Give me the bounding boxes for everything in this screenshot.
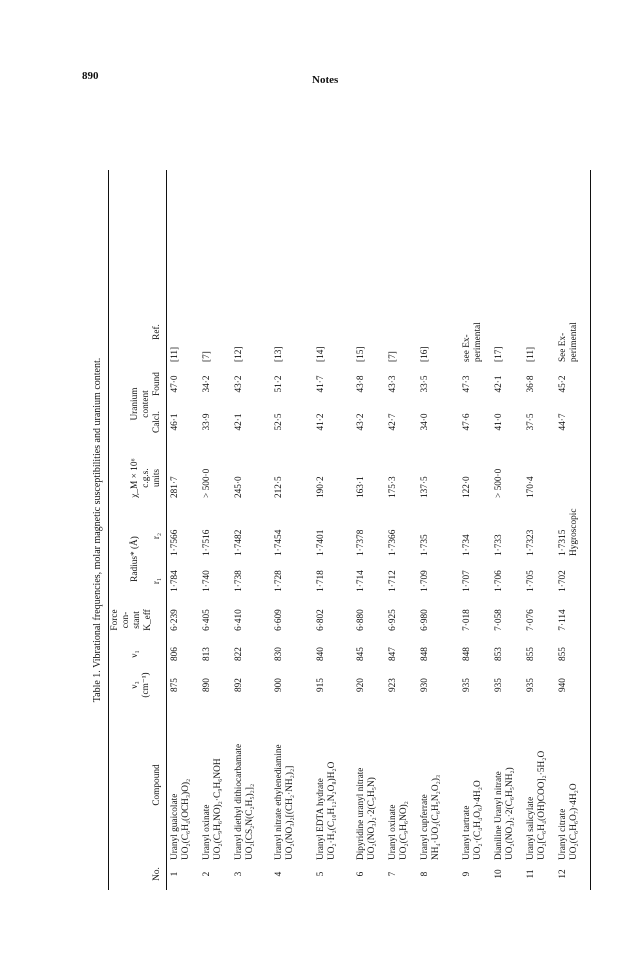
cell-r1: 1·784 bbox=[170, 570, 180, 592]
cell-calc: 47·6 bbox=[462, 413, 472, 431]
cell-v3: 930 bbox=[420, 678, 430, 692]
cell-compound bbox=[274, 710, 296, 860]
compound-name: Uranyl nitrate ethylenediamine bbox=[274, 744, 284, 860]
cell-no: 3 bbox=[234, 871, 244, 877]
cell-chi: 245·0 bbox=[234, 476, 244, 498]
compound-formula: UO₂(C₆H₄(OCH₃)O)₂ bbox=[181, 778, 192, 860]
header-found: Found bbox=[152, 372, 162, 396]
cell-r2: 1·7366 bbox=[388, 529, 398, 556]
cell-v3: 900 bbox=[274, 678, 284, 692]
cell-r2: 1·734 bbox=[462, 534, 472, 556]
cell-k: 6·239 bbox=[170, 609, 180, 631]
cell-ref: [15] bbox=[356, 346, 366, 362]
cell-v1: 813 bbox=[202, 647, 212, 661]
cell-k: 6·880 bbox=[356, 609, 366, 631]
cell-r1: 1·714 bbox=[356, 570, 366, 592]
cell-v1: 853 bbox=[494, 647, 504, 661]
cell-r1: 1·738 bbox=[234, 570, 244, 592]
cell-ref: [13] bbox=[274, 346, 284, 362]
cell-chi: 175·3 bbox=[388, 476, 398, 498]
cell-calc: 52·5 bbox=[274, 413, 284, 431]
header-no: No. bbox=[152, 867, 162, 881]
compound-name: Uranyl tartrate bbox=[462, 805, 472, 860]
cell-v1: 806 bbox=[170, 647, 180, 661]
cell-r1: 1·707 bbox=[462, 570, 472, 592]
compound-formula: UO₂(NO₃)₂·2(C₅H₅N) bbox=[367, 777, 378, 860]
cell-no: 8 bbox=[420, 871, 430, 877]
cell-k: 7·058 bbox=[494, 609, 504, 631]
cell-v3: 935 bbox=[526, 678, 536, 692]
cell-r1: 1·740 bbox=[202, 570, 212, 592]
cell-ref: [11] bbox=[526, 346, 536, 362]
cell-r1: 1·705 bbox=[526, 570, 536, 592]
cell-v1: 822 bbox=[234, 647, 244, 661]
cell-r1: 1·718 bbox=[316, 570, 326, 592]
cell-found: 51·2 bbox=[274, 375, 284, 393]
cell-calc: 41·2 bbox=[316, 413, 326, 431]
cell-no: 7 bbox=[388, 871, 398, 877]
cell-v1: 848 bbox=[420, 647, 430, 661]
compound-formula: UO₂·(C₄H₄O₆)·4H₂O bbox=[473, 780, 484, 860]
cell-found: 43·3 bbox=[388, 375, 398, 393]
cell-ref: [16] bbox=[420, 346, 430, 362]
cell-r2: 1·7378 bbox=[356, 529, 366, 556]
cell-v1: 855 bbox=[558, 647, 568, 661]
cell-no: 2 bbox=[202, 871, 212, 877]
header-uranium-content: Uranium content bbox=[130, 387, 152, 421]
compound-name: Uranyl oxinate bbox=[388, 804, 398, 860]
rotated-table bbox=[90, 170, 580, 890]
compound-name: Uranyl guaicolate bbox=[170, 793, 180, 860]
header-calcd: Calcl. bbox=[152, 411, 162, 433]
bottom-rule bbox=[590, 170, 591, 890]
cell-calc: 41·0 bbox=[494, 413, 504, 431]
cell-chi: 137·5 bbox=[420, 476, 430, 498]
compound-name: Uranyl diethyl dithiocarbamate bbox=[234, 743, 244, 860]
cell-v1: 848 bbox=[462, 647, 472, 661]
compound-name: Uranyl salicylate bbox=[526, 796, 536, 860]
cell-found: 47·0 bbox=[170, 375, 180, 393]
cell-v3: 935 bbox=[494, 678, 504, 692]
compound-name: Uranyl EDTA hydrate bbox=[316, 778, 326, 860]
cell-v1: 830 bbox=[274, 647, 284, 661]
cell-chi: > 500·0 bbox=[494, 468, 504, 498]
cell-chi: 170·4 bbox=[526, 476, 536, 498]
cell-r2: 1·735 bbox=[420, 534, 430, 556]
cell-calc: 46·1 bbox=[170, 413, 180, 431]
cell-no: 5 bbox=[316, 871, 326, 877]
cell-v3: 892 bbox=[234, 678, 244, 692]
cell-r2: 1·7454 bbox=[274, 529, 284, 556]
cell-compound bbox=[356, 710, 378, 860]
header-rule bbox=[166, 170, 167, 890]
cell-ref: [7] bbox=[202, 351, 212, 362]
cell-k: 6·802 bbox=[316, 609, 326, 631]
cell-ref: [7] bbox=[388, 351, 398, 362]
cell-ref: See Ex- perimental bbox=[558, 322, 580, 362]
cell-v3: 923 bbox=[388, 678, 398, 692]
header-force-constant: Force con- stant K_eff bbox=[110, 609, 154, 631]
cell-found: 33·5 bbox=[420, 375, 430, 393]
cell-found: 36·8 bbox=[526, 375, 536, 393]
cell-calc: 42·1 bbox=[234, 413, 244, 431]
cell-found: 42·1 bbox=[494, 375, 504, 393]
running-head: Notes bbox=[312, 74, 339, 86]
cell-v3: 875 bbox=[170, 678, 180, 692]
cell-chi: 212·5 bbox=[274, 476, 284, 498]
header-compound: Compound bbox=[152, 764, 162, 806]
compound-name: Uranyl citrate bbox=[558, 808, 568, 860]
cell-compound bbox=[388, 710, 410, 860]
cell-no: 9 bbox=[462, 871, 472, 877]
cell-chi: 122·0 bbox=[462, 476, 472, 498]
cell-calc: 44·7 bbox=[558, 413, 568, 431]
cell-k: 7·076 bbox=[526, 609, 536, 631]
cell-found: 47·3 bbox=[462, 375, 472, 393]
header-ref: Ref. bbox=[152, 324, 162, 340]
cell-k: 7·018 bbox=[462, 609, 472, 631]
compound-name: Uranyl oxinate bbox=[202, 804, 212, 860]
compound-name: Dianiline Uranyl nitrate bbox=[494, 771, 504, 860]
cell-calc: 43·2 bbox=[356, 413, 366, 431]
cell-compound bbox=[316, 710, 338, 860]
cell-v1: 855 bbox=[526, 647, 536, 661]
cell-r2: 1·7401 bbox=[316, 529, 326, 556]
cell-k: 6·925 bbox=[388, 609, 398, 631]
cell-v1: 847 bbox=[388, 647, 398, 661]
cell-no: 6 bbox=[356, 871, 366, 877]
cell-found: 43·8 bbox=[356, 375, 366, 393]
cell-compound bbox=[494, 710, 516, 860]
compound-formula: UO₂·H₂(C₁₀H₁₂N₂O₈)H₂O bbox=[327, 761, 338, 860]
cell-found: 34·2 bbox=[202, 375, 212, 393]
cell-k: 6·405 bbox=[202, 609, 212, 631]
cell-r2: 1·733 bbox=[494, 534, 504, 556]
cell-k: 6·410 bbox=[234, 609, 244, 631]
cell-no: 1 bbox=[170, 871, 180, 877]
cell-r1: 1·702 bbox=[558, 570, 568, 592]
cell-compound bbox=[420, 710, 442, 860]
cell-calc: 34·0 bbox=[420, 413, 430, 431]
cell-no: 11 bbox=[526, 869, 536, 879]
cell-no: 4 bbox=[274, 871, 284, 877]
cell-r1: 1·712 bbox=[388, 570, 398, 592]
compound-formula: UO₂[C₆H₄(OH)COO]₂·5H₂O bbox=[537, 750, 548, 860]
page-number: 890 bbox=[82, 70, 99, 82]
cell-ref: [11] bbox=[170, 346, 180, 362]
cell-k: 7·114 bbox=[558, 609, 568, 631]
compound-name: Uranyl cupferrate bbox=[420, 794, 430, 860]
cell-r1: 1·728 bbox=[274, 570, 284, 592]
compound-formula: UO₂[CS₂N(C₂H₅)₂]₂ bbox=[245, 783, 256, 860]
cell-calc: 37·5 bbox=[526, 413, 536, 431]
cell-compound bbox=[558, 710, 580, 860]
cell-r1: 1·709 bbox=[420, 570, 430, 592]
top-rule bbox=[108, 170, 109, 890]
cell-ref: see Ex- perimental bbox=[462, 322, 484, 362]
cell-calc: 42·7 bbox=[388, 413, 398, 431]
compound-formula: UO₂(NO₃)₂·2(C₆H₅NH₂) bbox=[505, 767, 516, 860]
cell-compound bbox=[526, 710, 548, 860]
cell-v3: 920 bbox=[356, 678, 366, 692]
cell-r2: 1·7482 bbox=[234, 529, 244, 556]
compound-formula: UO₂(C₉H₆NO)₂·C₉H₆NOH bbox=[213, 758, 224, 860]
cell-no: 12 bbox=[558, 869, 568, 879]
cell-compound bbox=[462, 710, 484, 860]
cell-r2: 1·7566 bbox=[170, 529, 180, 556]
compound-formula: NH₄·UO₂(C₆H₅N₂O₂)₃ bbox=[431, 774, 442, 860]
cell-r2: 1·7323 bbox=[526, 529, 536, 556]
cell-found: 45·2 bbox=[558, 375, 568, 393]
cell-r2: 1·7516 bbox=[202, 529, 212, 556]
cell-v1: 845 bbox=[356, 647, 366, 661]
cell-k: 6·980 bbox=[420, 609, 430, 631]
cell-chi: > 500·0 bbox=[202, 468, 212, 498]
header-radius: Radius* (Å) bbox=[130, 536, 140, 582]
header-r2: r₂ bbox=[152, 532, 162, 540]
header-v3: ν₃ (cm⁻¹) bbox=[130, 672, 152, 698]
cell-v3: 940 bbox=[558, 678, 568, 692]
cell-v1: 840 bbox=[316, 647, 326, 661]
cell-v3: 890 bbox=[202, 678, 212, 692]
cell-v3: 915 bbox=[316, 678, 326, 692]
cell-found: 43·2 bbox=[234, 375, 244, 393]
cell-found: 41·7 bbox=[316, 375, 326, 393]
cell-chi: 281·7 bbox=[170, 476, 180, 498]
cell-compound bbox=[170, 710, 192, 860]
table-caption: Table 1. Vibrational frequencies, molar magnetic susceptibilities and uranium content. bbox=[92, 357, 103, 703]
compound-formula: UO₂(C₉H₆NO)₂ bbox=[399, 801, 410, 860]
cell-ref: [14] bbox=[316, 346, 326, 362]
compound-formula: UO₂(NO₃)₂[(CH₂·NH₂)₂] bbox=[285, 765, 296, 860]
cell-r1: 1·706 bbox=[494, 570, 504, 592]
cell-ref: [12] bbox=[234, 346, 244, 362]
cell-chi: 163·1 bbox=[356, 476, 366, 498]
cell-compound bbox=[202, 710, 224, 860]
cell-calc: 33·9 bbox=[202, 413, 212, 431]
cell-compound bbox=[234, 710, 256, 860]
cell-ref: [17] bbox=[494, 346, 504, 362]
cell-r2: 1·7315 Hygroscopic bbox=[558, 508, 580, 556]
cell-no: 10 bbox=[494, 869, 504, 879]
cell-chi: 190·2 bbox=[316, 476, 326, 498]
compound-name: Dipyridine uranyl nitrate bbox=[356, 767, 366, 860]
header-r1: r₁ bbox=[152, 577, 162, 585]
header-v1: ν₁ bbox=[130, 650, 140, 658]
header-chi: χ_M × 10⁶ c.g.s. units bbox=[130, 458, 163, 498]
compound-formula: UO₂(C₆H₆O₇)·4H₂O bbox=[569, 783, 580, 860]
cell-v3: 935 bbox=[462, 678, 472, 692]
cell-k: 6·609 bbox=[274, 609, 284, 631]
